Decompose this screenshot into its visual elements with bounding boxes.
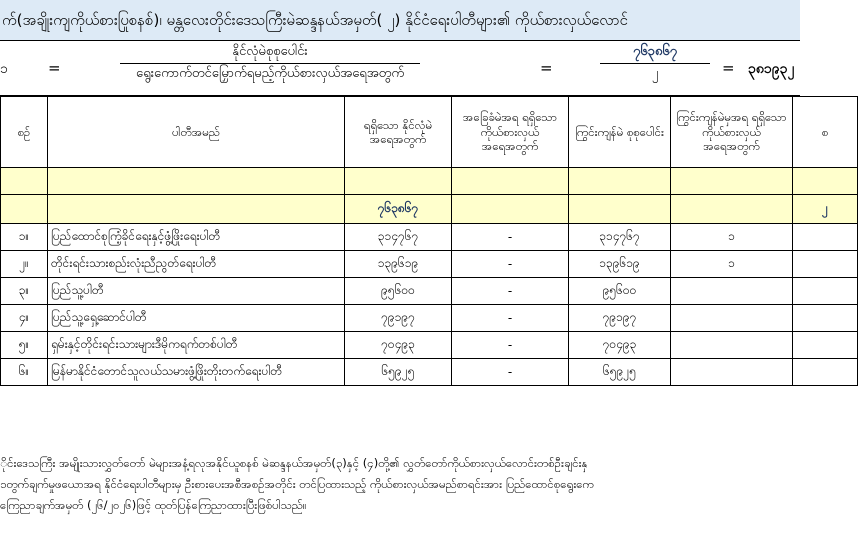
formula-denominator-1: ရွေးကောက်တင်မြှောက်ရမည့်ကိုယ်စားလှယ်အရေအတွက် [135, 66, 405, 81]
table-row [1, 359, 858, 386]
formula-left-label: ၁ [0, 61, 8, 77]
row-remainder: ၆၅၉၂၅ [569, 359, 671, 386]
total-extra: ၂ [793, 195, 858, 224]
row-no: ၆။ [1, 359, 48, 386]
footnote-1: ိုင်းဒေသကြီး အမျိုးသားလွှတ်တော် မဲများအနံ့ရလုအနိုင်ယူစနစ် မဲဆန္ဒနယ်အမှတ်(၃)နှင့် (၄)တို့၏ လွှတ်တော်ကိုယ်စားလှယ်လောင်းတစ်ဦးချင်းနှ [0, 456, 588, 470]
spacer-cell [569, 168, 671, 195]
formula-equals-2: = [540, 59, 553, 77]
formula-numerator-2: ၇၆၃၈၆၇ [633, 44, 677, 59]
row-no: ၃။ [1, 278, 48, 305]
row-extra [793, 305, 858, 332]
column-header-votes: ရရှိသော နိုင်လုံမဲ အရေအတွက် [345, 97, 452, 168]
table-row [1, 332, 858, 359]
table-row [1, 224, 858, 251]
table-header [1, 97, 858, 168]
table-row [1, 251, 858, 278]
row-remainder-seats: ၁ [671, 224, 793, 251]
row-party-name: ပြည်သူ့ရှေ့ဆောင်ပါတီ [48, 305, 345, 332]
row-party-name: ပြည်ထောင်စုကြံ့ခိုင်ရေးနှင့်ဖွံ့ဖြိုးရေးပါတီ [48, 224, 345, 251]
footnotes [0, 455, 800, 517]
row-remainder: ၇၀၄၉၃ [569, 332, 671, 359]
formula-equals-3: = [722, 59, 735, 77]
row-no: ၅။ [1, 332, 48, 359]
table-row [1, 305, 858, 332]
row-remainder-seats [671, 332, 793, 359]
row-remainder-seats [671, 305, 793, 332]
column-header-no: စဉ် [1, 97, 48, 168]
row-votes: ၁၃၉၆၁၉ [345, 251, 452, 278]
row-extra [793, 224, 858, 251]
formula-denominator-2: ၂ [651, 66, 659, 81]
row-party-name: ရှမ်းနှင့်တိုင်းရင်းသားများဒီမိုကရက်တစ်ပါတီ [48, 332, 345, 359]
table-body [1, 168, 858, 386]
spacer-cell [345, 168, 452, 195]
row-base-seats: - [452, 251, 569, 278]
footnote-3: ကြေညာချက်အမှတ် (၂၆/၂၀၂၆)ဖြင့် ထုတ်ပြန်ကြေညာထားပြီးဖြစ်ပါသည်။ [0, 497, 307, 512]
total-votes: ၇၆၃၈၆၇ [345, 195, 452, 224]
row-base-seats: - [452, 359, 569, 386]
formula-equals-1: = [48, 59, 61, 77]
page-header [0, 0, 800, 41]
row-base-seats: - [452, 224, 569, 251]
spacer-cell [1, 168, 48, 195]
page-title: က်(အချိုးကျကိုယ်စားပြုစနစ်)၊ မန္တလေးတိုင်းဒေသကြီးမဲဆန္ဒနယ်အမှတ်( ၂) နိုင်ငံရေးပါတီများ၏ ကိုယ်စားလှယ်လောင် [2, 10, 628, 29]
row-votes: ၃၁၄၇၆၇ [345, 224, 452, 251]
row-base-seats: - [452, 305, 569, 332]
spacer-cell [452, 168, 569, 195]
row-party-name: မြန်မာနိုင်ငံတောင်သူလယ်သမားဖွံ့ဖြိုးတိုးတက်ရေးပါတီ [48, 359, 345, 386]
table-row [1, 278, 858, 305]
column-header-extra: စ [793, 97, 858, 168]
row-base-seats: - [452, 278, 569, 305]
row-base-seats: - [452, 332, 569, 359]
row-remainder: ၃၁၄၇၆၇ [569, 224, 671, 251]
formula-row [0, 41, 800, 96]
row-no: ၄။ [1, 305, 48, 332]
row-remainder-seats: ၁ [671, 251, 793, 278]
row-extra [793, 332, 858, 359]
column-header-party: ပါတီအမည် [48, 97, 345, 168]
row-extra [793, 359, 858, 386]
total-blank-no [1, 195, 48, 224]
row-extra [793, 251, 858, 278]
spacer-row [1, 168, 858, 195]
row-no: ၁။ [1, 224, 48, 251]
row-extra [793, 278, 858, 305]
formula-result: ၃၈၁၉၃၂ [748, 61, 795, 77]
formula-numerator-1: နိုင်လုံမဲစုစုပေါင်း [232, 44, 308, 59]
formula-fraction-1 [120, 43, 420, 84]
row-remainder: ၉၅၆၀၀ [569, 278, 671, 305]
row-remainder-seats [671, 359, 793, 386]
row-remainder: ၇၉၁၉၇ [569, 305, 671, 332]
spacer-cell [671, 168, 793, 195]
row-votes: ၇၉၁၉၇ [345, 305, 452, 332]
column-header-base-seats: အခြေခံမဲအရ ရရှိသော ကိုယ်စားလှယ် အရေအတွက် [452, 97, 569, 168]
total-blank-base [452, 195, 569, 224]
column-header-remainder: ကြွင်းကျန်မဲ စုစုပေါင်း [569, 97, 671, 168]
column-header-remainder-seats: ကြွင်းကျန်မဲမှအရ ရရှိသော ကိုယ်စားလှယ် အရေအတွက် [671, 97, 793, 168]
row-remainder: ၁၃၉၆၁၉ [569, 251, 671, 278]
total-blank-remainder [569, 195, 671, 224]
total-blank-party [48, 195, 345, 224]
spacer-cell [793, 168, 858, 195]
row-party-name: တိုင်းရင်းသားစည်းလုံးညီညွတ်ရေးပါတီ [48, 251, 345, 278]
row-remainder-seats [671, 278, 793, 305]
row-votes: ၉၅၆၀၀ [345, 278, 452, 305]
footnote-2: ၁တွက်ချက်မှုဖယောအရ နိုင်ငံရေးပါတီများမှ ဦးစားပေးအစီအစဉ်အတိုင်း တင်ပြထားသည့် ကိုယ်စားလှယ်အမည်စာရင်းအား ပြည်ထောင်စုရွေးကေ [0, 476, 594, 491]
row-no: ၂။ [1, 251, 48, 278]
total-blank-remainder-seats [671, 195, 793, 224]
formula-fraction-2 [600, 43, 710, 84]
row-party-name: ပြည်သူ့ပါတီ [48, 278, 345, 305]
spacer-cell [48, 168, 345, 195]
row-votes: ၆၅၉၂၅ [345, 359, 452, 386]
results-table [0, 96, 858, 386]
total-row [1, 195, 858, 224]
row-votes: ၇၀၄၉၃ [345, 332, 452, 359]
